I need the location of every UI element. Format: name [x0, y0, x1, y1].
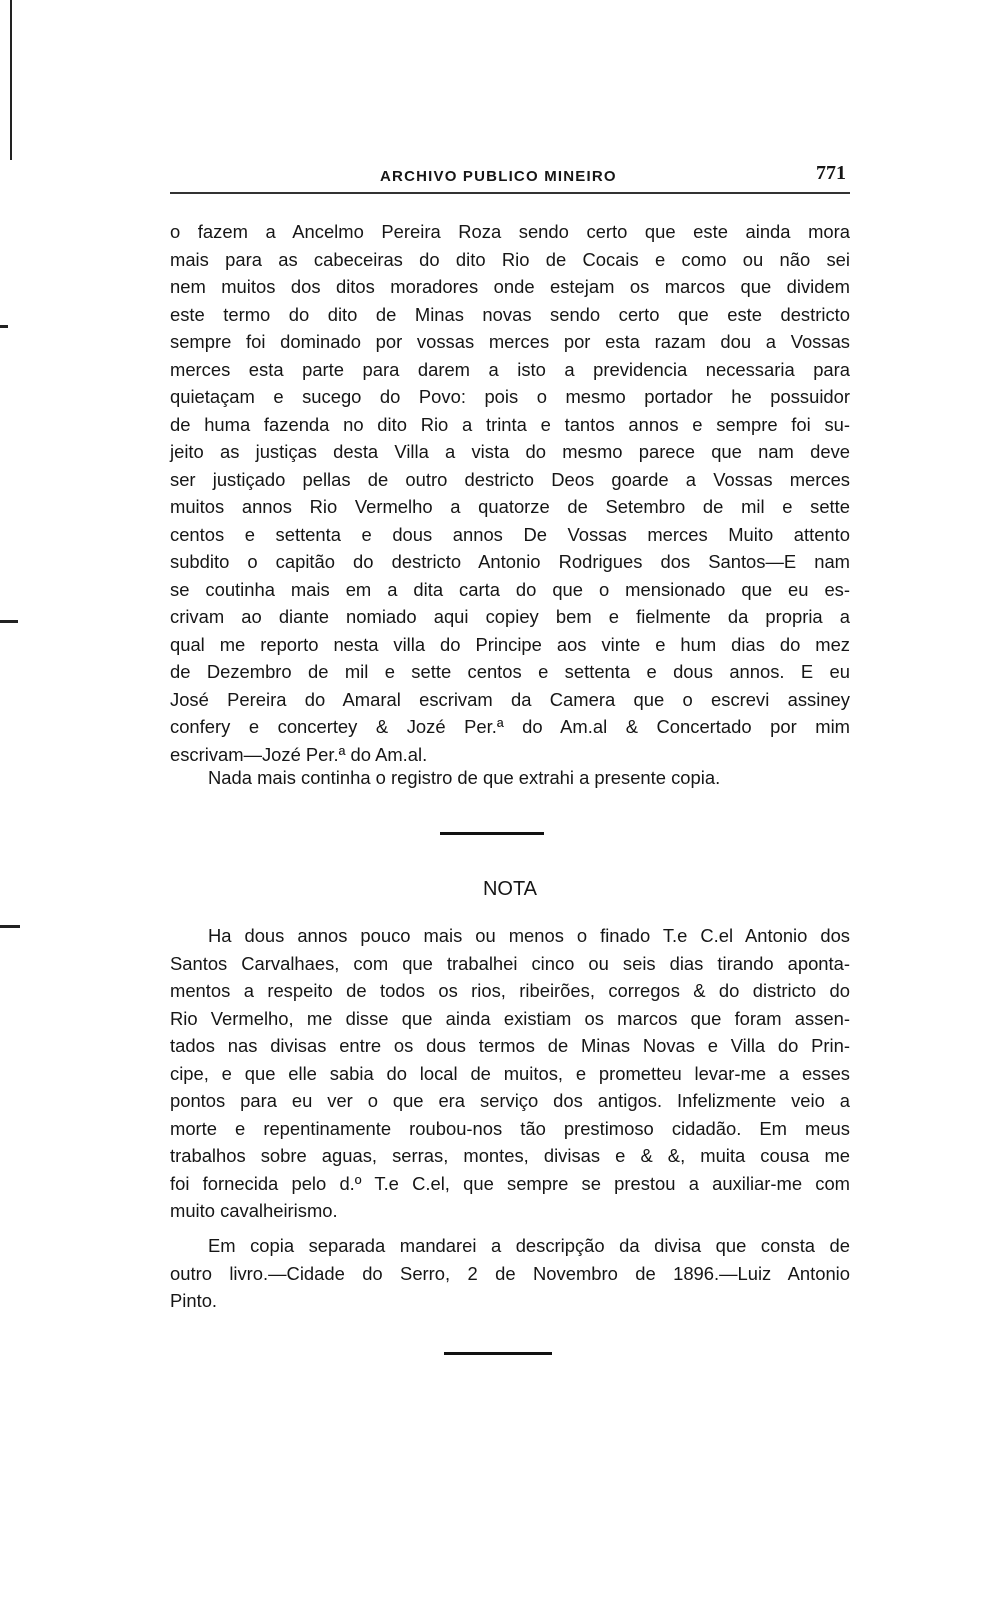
text-line: subdito o capitão do destricto Antonio Rodrigues dos Santos—E nam	[170, 551, 850, 572]
text-line: muitos annos Rio Vermelho a quatorze de Setembro de mil e sette	[170, 496, 850, 517]
text-line: Ha dous annos pouco mais ou menos o finado T.e C.el Antonio dos	[208, 925, 850, 946]
text-line: merces esta parte para darem a isto a previdencia necessaria para	[170, 358, 850, 380]
document-body	[170, 218, 850, 768]
text-line: Rio Vermelho, me disse que ainda existiam os marcos que foram assen-	[170, 1007, 850, 1029]
text-line: centos e settenta e dous annos De Vossas merces Muito attento	[170, 523, 850, 545]
text-line: sempre foi dominado por vossas merces por esta razam dou a Vossas	[170, 331, 850, 352]
text-line: qual me reporto nesta villa do Principe aos vinte e hum dias do mez	[170, 633, 850, 655]
text-line: cipe, e que elle sabia do local de muitos, e prometteu levar-me a esses	[170, 1062, 850, 1084]
running-title: ARCHIVO PUBLICO MINEIRO	[380, 168, 617, 185]
text-line: o fazem a Ancelmo Pereira Roza sendo certo que este ainda mora	[170, 221, 850, 242]
text-line: José Pereira do Amaral escrivam da Camera que o escrevi assiney	[170, 688, 850, 710]
text-line: de Dezembro de mil e sette centos e settenta e dous annos. E eu	[170, 661, 850, 682]
header-rule	[170, 192, 850, 194]
end-divider	[444, 1352, 552, 1355]
text-line: crivam ao diante nomiado aqui copiey bem e fielmente da propria a	[170, 606, 850, 627]
text-line: Em copia separada mandarei a descripção da divisa que consta de	[208, 1235, 850, 1256]
scan-edge-mark	[0, 925, 20, 928]
section-divider	[440, 832, 544, 835]
scan-edge-mark	[0, 325, 8, 328]
text-line: este termo do dito de Minas novas sendo certo que este destricto	[170, 303, 850, 325]
nota-paragraph-1	[170, 922, 850, 1225]
nota-title: NOTA	[482, 878, 538, 900]
page-header	[170, 160, 850, 194]
text-line: jeito as justiças desta Villa a vista do mesmo parece que nam deve	[170, 441, 850, 462]
text-line: Pinto.	[170, 1290, 218, 1311]
text-line: ser justiçado pellas de outro destricto Deos goarde a Vossas merces	[170, 468, 850, 490]
text-line: mais para as cabeceiras do dito Rio de Cocais e como ou não sei	[170, 248, 850, 270]
scan-edge-mark	[0, 620, 18, 623]
closing-paragraph	[170, 764, 850, 792]
text-line: trabalhos sobre aguas, serras, montes, divisas e & &, muita cousa me	[170, 1145, 850, 1166]
nota-paragraph-2	[170, 1232, 850, 1315]
closing-line: Nada mais continha o registro de que extrahi a presente copia.	[208, 767, 721, 788]
text-line: foi fornecida pelo d.º T.e C.el, que sempre se prestou a auxiliar-me com	[170, 1172, 850, 1194]
scan-edge-line	[10, 0, 12, 160]
text-line: muito cavalheirismo.	[170, 1200, 338, 1221]
text-line: morte e repentinamente roubou-nos tão prestimoso cidadão. Em meus	[170, 1117, 850, 1139]
text-line: outro livro.—Cidade do Serro, 2 de Novembro de 1896.—Luiz Antonio	[170, 1262, 850, 1284]
text-line: nem muitos dos ditos moradores onde estejam os marcos que dividem	[170, 276, 850, 297]
text-line: pontos para eu ver o que era serviço dos antigos. Infelizmente veio a	[170, 1090, 850, 1111]
text-line: quietaçam e sucego do Povo: pois o mesmo portador he possuidor	[170, 386, 850, 407]
text-line: escrivam—Jozé Per.ª do Am.al.	[170, 743, 428, 765]
text-line: Santos Carvalhaes, com que trabalhei cinco ou seis dias tirando aponta-	[170, 952, 850, 974]
text-line: tados nas divisas entre os dous termos de Minas Novas e Villa do Prin-	[170, 1035, 850, 1056]
text-line: de huma fazenda no dito Rio a trinta e tantos annos e sempre foi su-	[170, 413, 850, 435]
page-number: 771	[816, 162, 846, 184]
text-line: confery e concertey & Jozé Per.ª do Am.al & Concertado por mim	[170, 716, 850, 737]
text-line: se coutinha mais em a dita carta do que o mensionado que eu es-	[170, 578, 850, 600]
text-line: mentos a respeito de todos os rios, ribeirões, corregos & do districto do	[170, 980, 850, 1001]
